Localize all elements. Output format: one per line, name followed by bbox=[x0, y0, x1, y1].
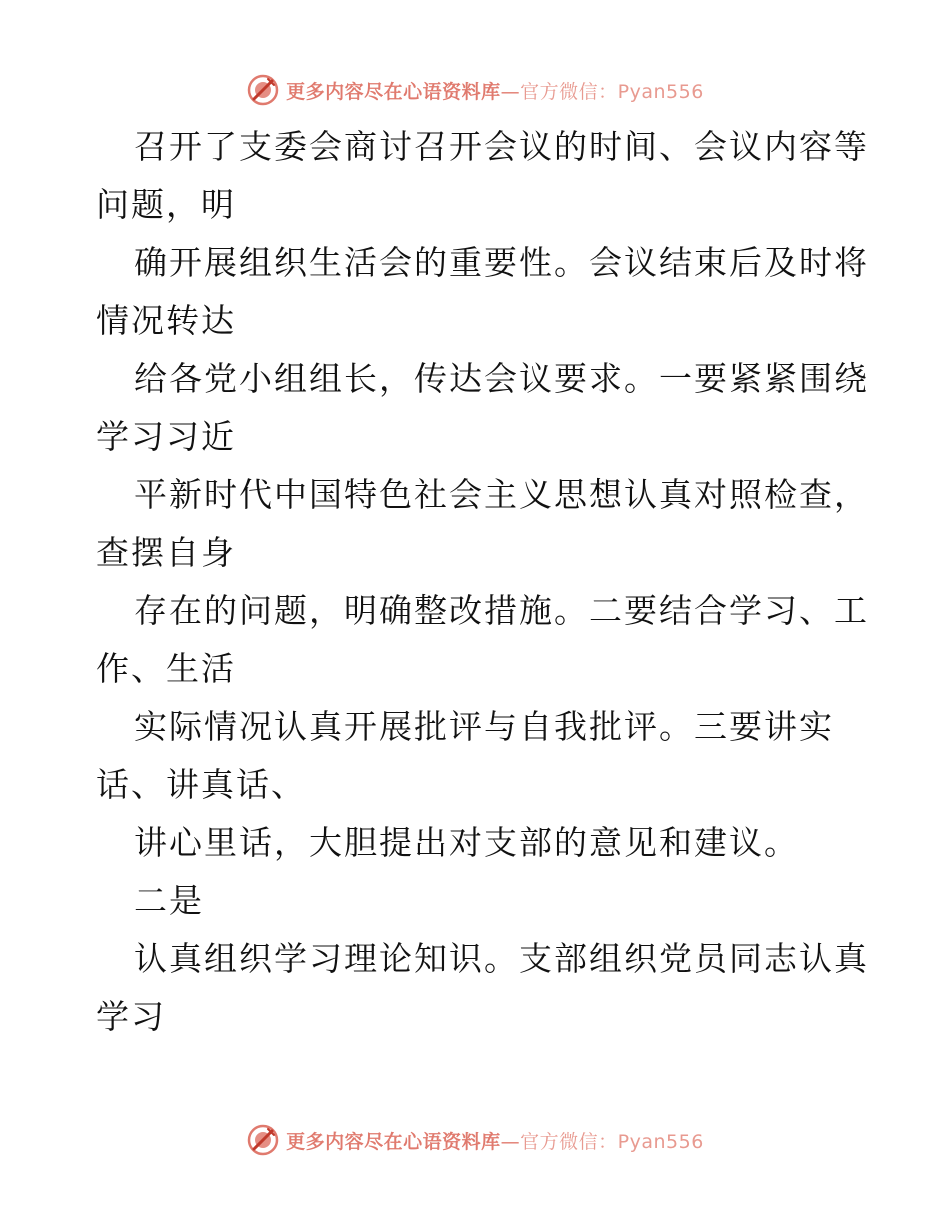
header-banner-text bbox=[286, 77, 704, 104]
text-line: 认真组织学习理论知识。支部组织党员同志认真 bbox=[134, 939, 869, 978]
text-line: 实际情况认真开展批评与自我批评。三要讲实 bbox=[134, 707, 834, 746]
text-line: 存在的问题，明确整改措施。二要结合学习、工 bbox=[134, 591, 869, 630]
footer-banner-sub: 官方微信：Pyan556 bbox=[520, 1130, 704, 1153]
text-line: 二是 bbox=[134, 881, 204, 920]
footer-banner-dash: — bbox=[500, 1130, 521, 1153]
header-banner-sub: 官方微信：Pyan556 bbox=[520, 80, 704, 103]
text-line: 话、讲真话、 bbox=[96, 765, 306, 804]
text-line: 情况转达 bbox=[96, 301, 236, 340]
seal-logo-icon bbox=[246, 1123, 280, 1157]
footer-banner bbox=[0, 1120, 950, 1160]
text-line: 召开了支委会商讨召开会议的时间、会议内容等 bbox=[134, 127, 869, 166]
text-line: 问题，明 bbox=[96, 185, 236, 224]
header-banner-main: 更多内容尽在心语资料库 bbox=[286, 80, 501, 103]
header-banner bbox=[0, 70, 950, 110]
text-line: 查摆自身 bbox=[96, 533, 236, 572]
footer-banner-text bbox=[286, 1127, 704, 1154]
text-line: 平新时代中国特色社会主义思想认真对照检查， bbox=[134, 475, 869, 514]
text-line: 学习习近 bbox=[96, 417, 236, 456]
header-banner-dash: — bbox=[500, 80, 521, 103]
document-body bbox=[96, 118, 869, 1046]
seal-logo-icon bbox=[246, 73, 280, 107]
text-line: 学习 bbox=[96, 997, 166, 1036]
text-line: 确开展组织生活会的重要性。会议结束后及时将 bbox=[134, 243, 869, 282]
text-line: 给各党小组组长，传达会议要求。一要紧紧围绕 bbox=[134, 359, 869, 398]
footer-banner-main: 更多内容尽在心语资料库 bbox=[286, 1130, 501, 1153]
text-line: 讲心里话，大胆提出对支部的意见和建议。 bbox=[134, 823, 799, 862]
text-line: 作、生活 bbox=[96, 649, 236, 688]
